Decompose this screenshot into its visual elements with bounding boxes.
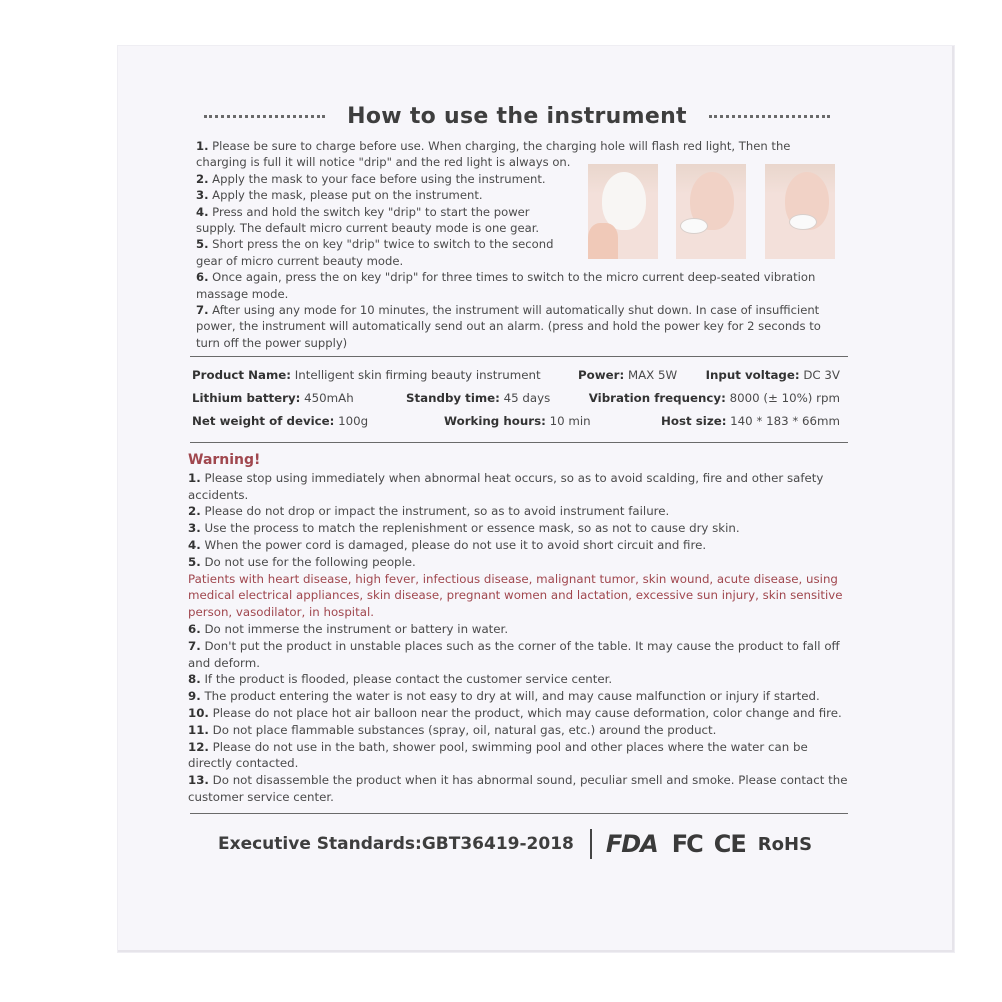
warning-item-number: 8.	[188, 672, 201, 687]
spec-value: DC 3V	[803, 368, 840, 382]
warning-item-text: Please do not drop or impact the instrument, so as to avoid instrument failure.	[204, 504, 670, 519]
warning-item-8	[188, 671, 852, 688]
warning-item-text: If the product is flooded, please contact the customer service center.	[204, 672, 613, 687]
spec-value: 45 days	[503, 391, 551, 405]
photo-device-front	[676, 164, 746, 259]
divider-top	[190, 356, 848, 357]
spec-row	[192, 364, 840, 387]
spec-power	[578, 364, 677, 387]
usage-item-7	[196, 302, 842, 351]
spec-label: Vibration frequency:	[588, 391, 726, 405]
spec-value: Intelligent skin firming beauty instrument	[294, 368, 541, 382]
spec-vibration	[589, 387, 840, 410]
warning-item-9	[188, 688, 852, 705]
warning-item-number: 1.	[188, 470, 201, 485]
sensitive-people-list: Patients with heart disease, high fever, infectious disease, malignant tumor, skin wound, acute disease, using medical electrical appliances, skin disease, pregnant women and lactation, excessive sun injury, skin sensitive person, vasodilator, in hospital.	[188, 571, 843, 620]
usage-item-5	[196, 236, 572, 269]
warning-item-2	[188, 503, 852, 520]
divider-bottom	[190, 813, 848, 814]
warning-section	[188, 452, 852, 806]
usage-item-number: 7.	[196, 303, 209, 318]
usage-item-number: 5.	[196, 237, 209, 252]
fda-logo: FDA	[605, 830, 658, 858]
executive-standards: Executive Standards:GBT36419-2018	[218, 834, 574, 854]
spec-value: 450mAh	[304, 391, 354, 405]
usage-item-number: 1.	[196, 139, 209, 153]
warning-item-text: Do not use for the following people.	[204, 554, 416, 569]
spec-label: Host size:	[661, 414, 727, 428]
warning-item-1	[188, 470, 852, 504]
warning-item-number: 13.	[188, 773, 209, 788]
usage-item-text: Press and hold the switch key "drip" to start the power supply. The default micro current beauty mode is one gear.	[196, 204, 540, 236]
spec-label: Working hours:	[444, 414, 546, 428]
divider-middle	[190, 442, 848, 443]
usage-item-6	[196, 269, 842, 302]
spec-standby	[406, 387, 550, 410]
spec-label: Power:	[578, 368, 625, 382]
usage-item-3	[196, 187, 572, 203]
rohs-logo: RoHS	[757, 833, 813, 855]
warning-item-text: Don't put the product in unstable places such as the corner of the table. It may cause the product to fall off and deform.	[188, 638, 840, 670]
usage-item-number: 6.	[196, 270, 209, 285]
warning-item-number: 10.	[188, 705, 209, 720]
photo-mask-applied	[588, 164, 658, 259]
spec-product-name	[192, 364, 541, 387]
warning-item-10	[188, 705, 852, 722]
usage-item-number: 2.	[196, 171, 209, 186]
spec-label: Net weight of device:	[192, 414, 335, 428]
spec-row	[192, 410, 840, 433]
spec-host-size	[661, 410, 840, 433]
ce-logo: CE	[713, 830, 746, 858]
warning-item-number: 6.	[188, 621, 201, 636]
spec-value: 10 min	[549, 414, 591, 428]
warning-item-number: 4.	[188, 537, 201, 552]
warning-title: Warning!	[188, 452, 261, 468]
spec-value: MAX 5W	[627, 368, 678, 382]
warning-item-number: 2.	[188, 504, 201, 519]
spec-value: 140 * 183 * 66mm	[730, 414, 840, 428]
warning-item-3	[188, 520, 852, 537]
warning-item-6	[188, 621, 852, 638]
usage-item-text: Apply the mask to your face before using the instrument.	[212, 171, 546, 186]
warning-item-text: Do not disassemble the product when it has abnormal sound, peculiar smell and smoke. Please contact the customer service center.	[188, 773, 848, 804]
warning-item-number: 11.	[188, 722, 209, 737]
usage-item-text: After using any mode for 10 minutes, the instrument will automatically shut down. In case of insufficient power, the instrument will automatically send out an alarm. (press and hold the power key for 2 seconds to turn off the power supply)	[196, 303, 821, 350]
usage-item-4	[196, 204, 572, 237]
warning-item-text: Use the process to match the replenishment or essence mask, so as not to cause dry skin.	[204, 521, 740, 536]
spec-working-hours	[444, 410, 591, 433]
warning-item-13	[188, 772, 852, 806]
title-dots-right	[709, 115, 830, 118]
warning-item-number: 3.	[188, 521, 201, 536]
warning-item-text: Do not immerse the instrument or battery in water.	[204, 621, 509, 636]
usage-item-text: Apply the mask, please put on the instrument.	[212, 188, 483, 203]
warning-item-number: 5.	[188, 554, 201, 569]
warning-item-text: Please do not use in the bath, shower pool, swimming pool and other places where the water can be directly contacted.	[188, 739, 808, 771]
warning-item-5	[188, 554, 852, 571]
usage-item-number: 4.	[196, 204, 209, 219]
warning-item-4	[188, 537, 852, 554]
device-shape	[789, 214, 817, 230]
warning-item-text: Please stop using immediately when abnormal heat occurs, so as to avoid scalding, fire and other safety accidents.	[188, 470, 824, 502]
spec-input-voltage	[706, 364, 840, 387]
hand-shape	[588, 223, 618, 259]
warning-item-7	[188, 638, 852, 672]
spec-label: Product Name:	[192, 368, 291, 382]
warning-item-11	[188, 722, 852, 739]
mask-face-shape	[602, 172, 646, 230]
title-row	[196, 96, 838, 136]
spec-value: 100g	[338, 414, 369, 428]
usage-item-text: Once again, press the on key "drip" for three times to switch to the micro current deep-seated vibration massage mode.	[196, 270, 816, 301]
fc-logo: FC	[671, 830, 702, 858]
warning-item-text: The product entering the water is not easy to dry at will, and may cause malfunction or injury if started.	[204, 689, 820, 704]
photo-device-side	[765, 164, 835, 259]
footer-certifications	[218, 824, 838, 864]
specifications	[192, 364, 840, 433]
device-shape	[680, 218, 708, 234]
warning-item-number: 12.	[188, 739, 209, 754]
title-dots-left	[204, 115, 325, 118]
warning-item-12	[188, 739, 852, 773]
warning-item-text: When the power cord is damaged, please do not use it to avoid short circuit and fire.	[204, 537, 707, 552]
usage-item-text: Please be sure to charge before use. When charging, the charging hole will flash red light, Then the charging is full it will notice "drip" and the red light is always on.	[196, 139, 791, 170]
warning-item-number: 7.	[188, 638, 201, 653]
spec-label: Lithium battery:	[192, 391, 301, 405]
usage-item-number: 3.	[196, 188, 209, 203]
page-title: How to use the instrument	[347, 103, 687, 129]
spec-row	[192, 387, 840, 410]
usage-item-text: Short press the on key "drip" twice to switch to the second gear of micro current beauty mode.	[196, 237, 554, 268]
warning-item-text: Do not place flammable substances (spray, oil, natural gas, etc.) around the product.	[212, 722, 717, 737]
spec-battery	[192, 387, 354, 410]
spec-label: Input voltage:	[705, 368, 800, 382]
spec-label: Standby time:	[406, 391, 500, 405]
warning-item-text: Please do not place hot air balloon near the product, which may cause deformation, color change and fire.	[212, 705, 842, 720]
usage-photos	[588, 164, 836, 260]
usage-item-2	[196, 171, 572, 187]
footer-separator	[590, 829, 592, 859]
spec-value: 8000 (± 10%) rpm	[729, 391, 840, 405]
spec-weight	[192, 410, 368, 433]
warning-item-number: 9.	[188, 689, 201, 704]
